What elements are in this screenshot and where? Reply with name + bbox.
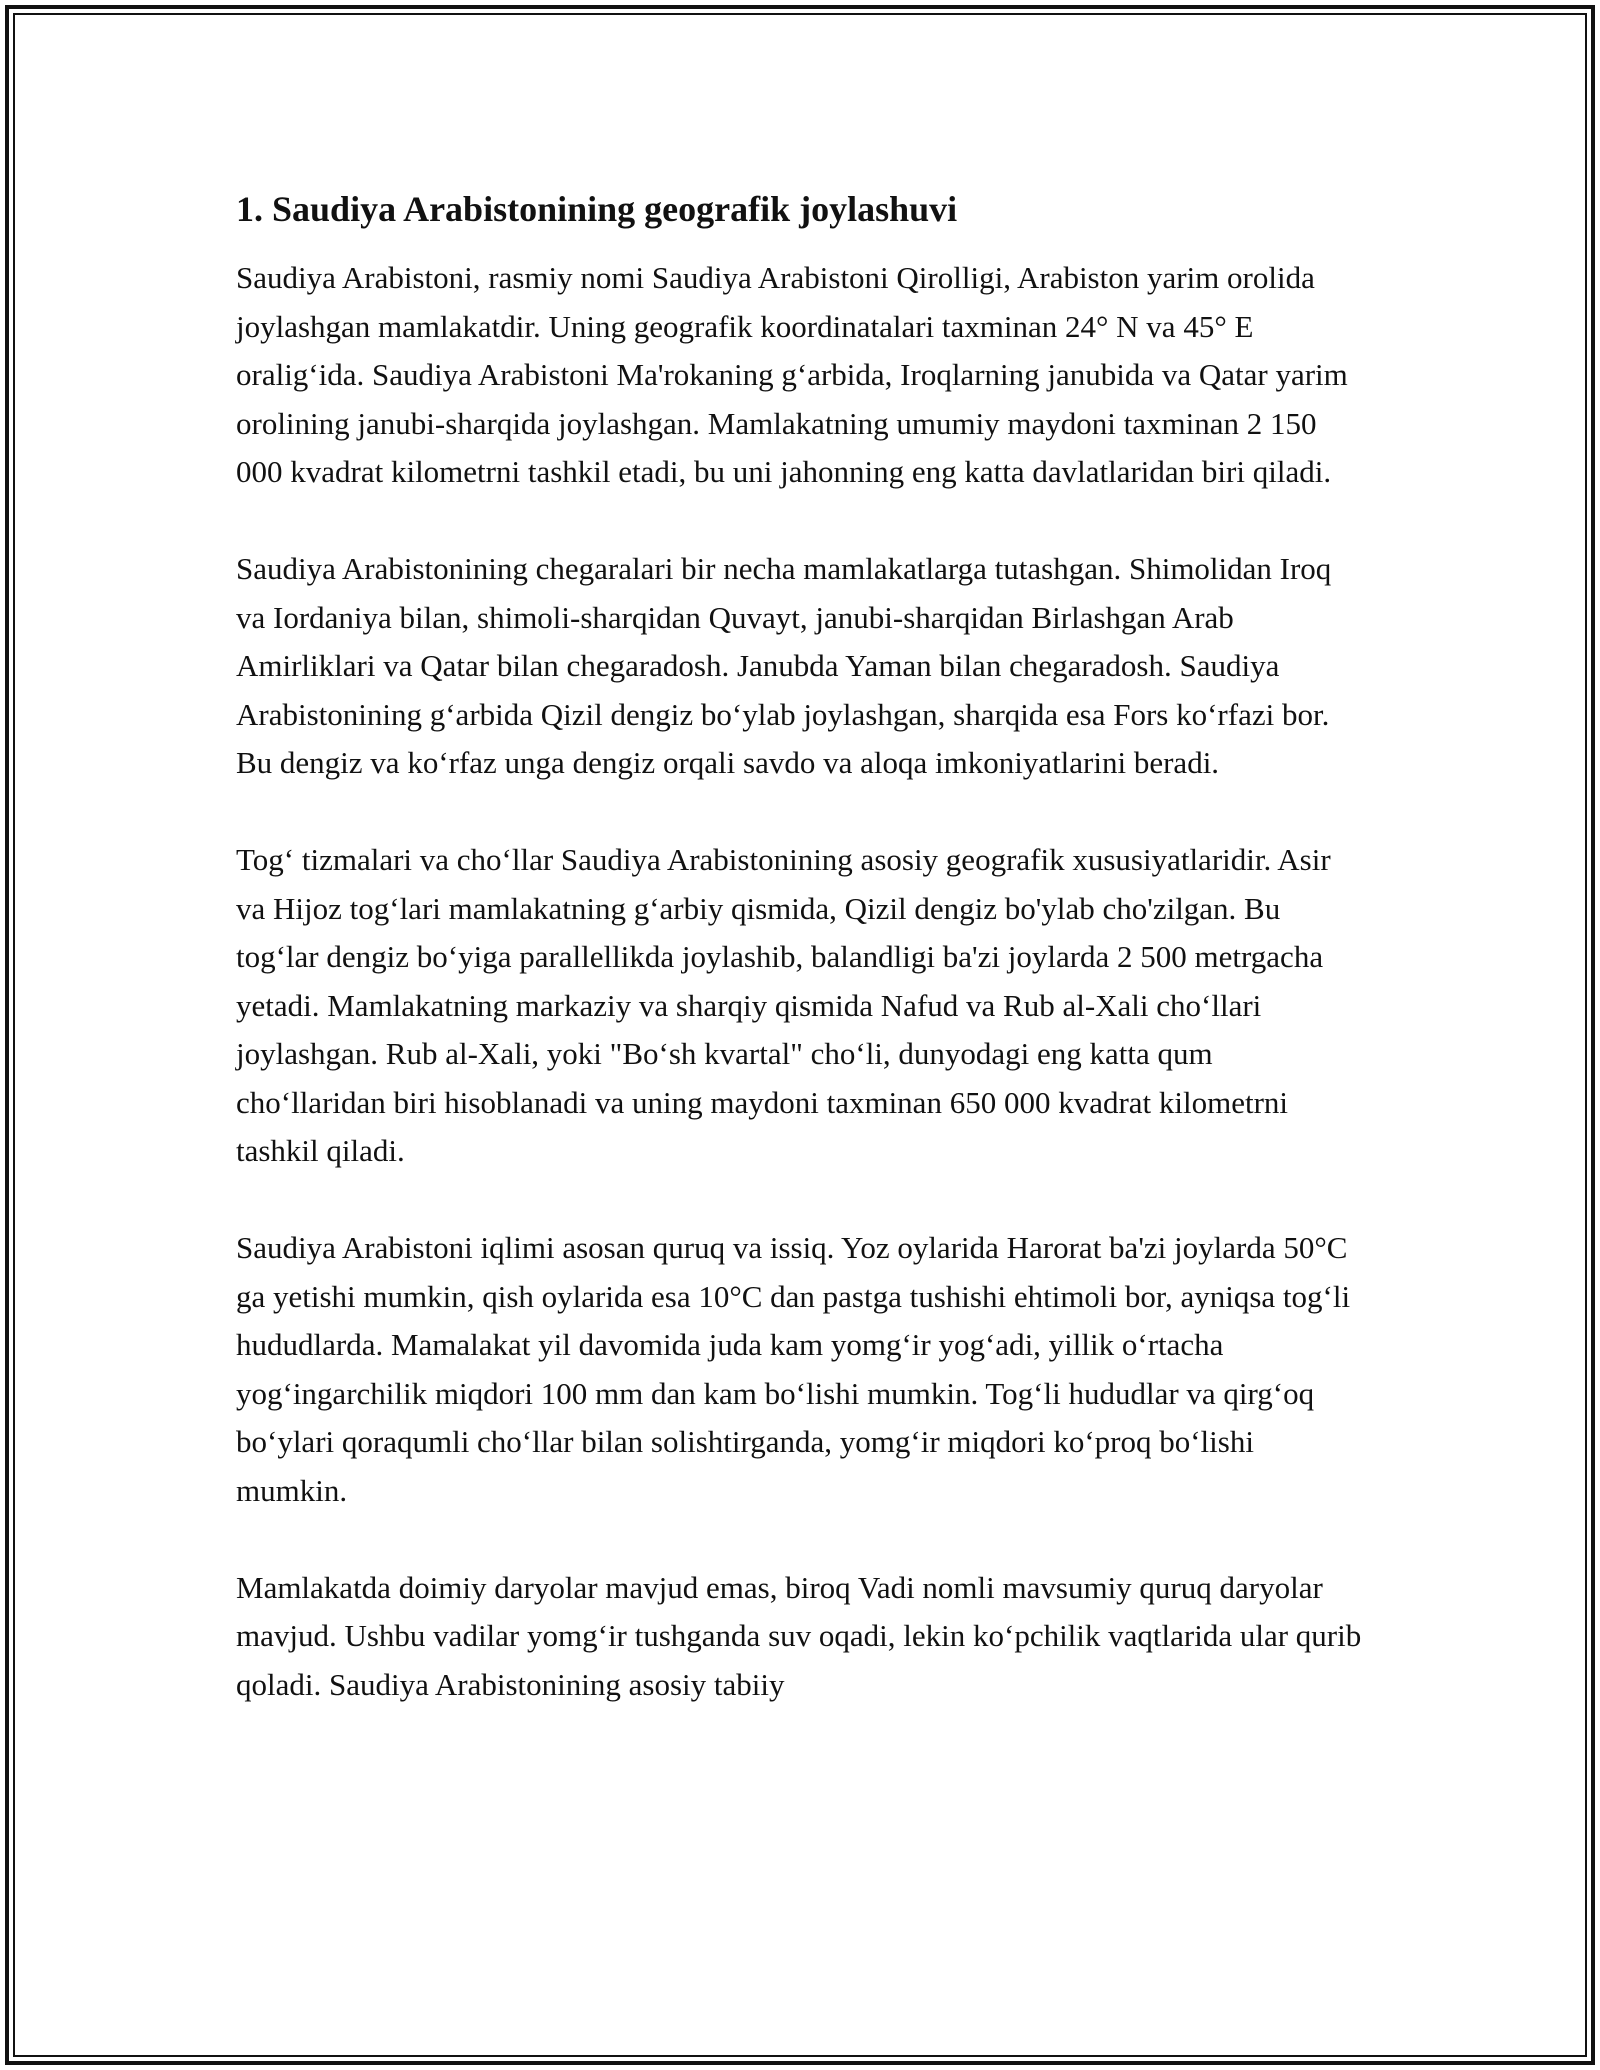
paragraph-location: Saudiya Arabistoni, rasmiy nomi Saudiya Arabistoni Qirolligi, Arabiston yarim orolida joylashgan mamlakatdir. Uning geografik koordinatalari taxminan 24° N va 45° E oralig‘ida. Saudiya Arabistoni Ma'rokaning g‘arbida, Iroqlarning janubida va Qatar yarim orolining janubi-sharqida joylashgan. Mamlakatning umumiy maydoni taxminan 2 150 000 kvadrat kilometrni tashkil etadi, bu uni jahonning eng katta davlatlaridan biri qiladi. xyxy=(236,260,1348,489)
section-heading: 1. Saudiya Arabistonining geografik joylashuvi xyxy=(236,189,958,229)
paragraph-mountains-deserts: Tog‘ tizmalari va cho‘llar Saudiya Arabistonining asosiy geografik xususiyatlaridir. Asir va Hijoz tog‘lari mamlakatning g‘arbiy qismida, Qizil dengiz bo'ylab cho'zilgan. Bu tog‘lar dengiz bo‘yiga parallellikda joylashib, balandligi ba'zi joylarda 2 500 metrgacha yetadi. Mamlakatning markaziy va sharqiy qismida Nafud va Rub al-Xali cho‘llari joylashgan. Rub al-Xali, yoki "Bo‘sh kvartal" cho‘li, dunyodagi eng katta qum cho‘llaridan biri hisoblanadi va uning maydoni taxminan 650 000 kvadrat kilometrni tashkil qiladi. xyxy=(236,842,1331,1168)
paragraph-borders: Saudiya Arabistonining chegaralari bir necha mamlakatlarga tutashgan. Shimolidan Iroq va Iordaniya bilan, shimoli-sharqidan Quvayt, janubi-sharqidan Birlashgan Arab Amirliklari va Qatar bilan chegaradosh. Janubda Yaman bilan chegaradosh. Saudiya Arabistonining g‘arbida Qizil dengiz bo‘ylab joylashgan, sharqida esa Fors ko‘rfazi bor. Bu dengiz va ko‘rfaz unga dengiz orqali savdo va aloqa imkoniyatlarini beradi. xyxy=(236,551,1332,780)
paragraph-climate: Saudiya Arabistoni iqlimi asosan quruq va issiq. Yoz oylarida Harorat ba'zi joylarda 50°C ga yetishi mumkin, qish oylarida esa 10°C dan pastga tushishi ehtimoli bor, ayniqsa tog‘li hududlarda. Mamalakat yil davomida juda kam yomg‘ir yog‘adi, yillik o‘rtacha yog‘ingarchilik miqdori 100 mm dan kam bo‘lishi mumkin. Tog‘li hududlar va qirg‘oq bo‘ylari qoraqumli cho‘llar bilan solishtirganda, yomg‘ir miqdori ko‘proq bo‘lishi mumkin. xyxy=(236,1230,1351,1508)
paragraph-rivers: Mamlakatda doimiy daryolar mavjud emas, biroq Vadi nomli mavsumiy quruq daryolar mavjud. Ushbu vadilar yomg‘ir tushganda suv oqadi, lekin ko‘pchilik vaqtlarida ular qurib qoladi. Saudiya Arabistonining asosiy tabiiy xyxy=(236,1569,1362,1702)
document-body xyxy=(236,186,1366,1758)
